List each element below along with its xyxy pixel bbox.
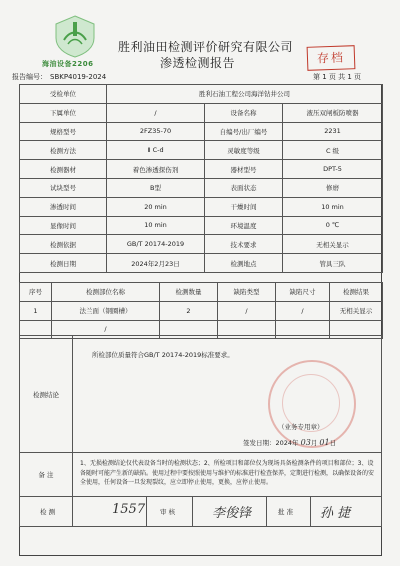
info-value: B型: [107, 178, 205, 197]
info-value: 胜利石油工程公司海洋钻井公司: [107, 85, 383, 104]
issue-year: 2024: [275, 439, 293, 447]
info-label: 表面状态: [205, 178, 283, 197]
results-table: [19, 282, 383, 339]
info-value: DPT-5: [283, 160, 383, 179]
info-row: [20, 178, 383, 197]
divider: [146, 497, 147, 526]
info-label: 检测地点: [205, 254, 283, 273]
info-value: GB/T 20174-2019: [107, 235, 205, 254]
table-row: [20, 301, 383, 320]
results-header-row: [20, 283, 383, 302]
info-value: 20 min: [107, 197, 205, 216]
info-label: 试块型号: [20, 178, 107, 197]
column-header: 检测结果: [330, 283, 383, 302]
info-value: 无相关显示: [283, 235, 383, 254]
report-number-value: SBKP4019-2024: [50, 73, 107, 81]
reviewer-label: 审 核: [160, 508, 176, 516]
approver-signature: 孙 捷: [320, 506, 351, 521]
info-label: 下属单位: [20, 103, 107, 122]
info-value: 10 min: [283, 197, 383, 216]
info-label: 规格型号: [20, 122, 107, 141]
issue-month: 03: [300, 438, 311, 447]
approver-label: 批 准: [278, 508, 294, 516]
company-logo: [52, 14, 98, 58]
info-label: 渗透时间: [20, 197, 107, 216]
info-value: 液压双闸板防喷器: [283, 103, 383, 122]
column-header: 缺陷尺寸: [276, 283, 330, 302]
page-info: 第 1 页 共 1 页: [313, 73, 362, 81]
issue-date: [243, 438, 336, 447]
reviewer-signature: 李俊锋: [212, 506, 252, 521]
info-label: 检测日期: [20, 254, 107, 273]
info-row: [20, 216, 383, 235]
info-label: 设备名称: [205, 103, 283, 122]
logo-caption: 海油设备2206: [42, 60, 94, 68]
info-value: /: [107, 103, 205, 122]
conclusion-label: 检测结论: [20, 336, 73, 452]
info-value: 2024年2月23日: [107, 254, 205, 273]
info-label: 干燥时间: [205, 197, 283, 216]
info-row: [20, 103, 383, 122]
column-header: 缺陷类型: [218, 283, 276, 302]
day-char: 日: [329, 439, 337, 447]
info-row: [20, 160, 383, 179]
info-label: 灵敏度等级: [205, 141, 283, 160]
info-row: [20, 197, 383, 216]
remarks-text: 1、无损检测结论仅代表设备当时的检测状态；2、所检项目和部位仅为现场具备检测条件的项目和部位；3、设备随时可能产生新的缺陷。使用过程中要按照使用与维护的标准进行检查保养，定期进行检测，以确保设备的安全使用，任何设备一旦发现裂纹，应立即停止使用，更换，应停止使用。: [80, 460, 375, 486]
info-value: 修磨: [283, 178, 383, 197]
remarks-label: 备 注: [20, 453, 73, 496]
info-value: 2231: [283, 122, 383, 141]
info-label: 技术要求: [205, 235, 283, 254]
inspector-signature: 1557: [112, 502, 146, 517]
info-label: 显像时间: [20, 216, 107, 235]
seal-label: （业务专用章）: [278, 423, 324, 431]
issue-date-label: 签发日期：: [243, 439, 276, 447]
info-label: 自编号/出厂编号: [205, 122, 283, 141]
company-title: 胜利油田检测评价研究有限公司: [118, 40, 294, 54]
divider: [310, 497, 311, 526]
info-value: 管具三队: [283, 254, 383, 273]
info-label: 检测方法: [20, 141, 107, 160]
info-label: 检测器材: [20, 160, 107, 179]
info-row: [20, 235, 383, 254]
info-row: [20, 85, 383, 104]
table-cell: /: [218, 301, 276, 320]
info-value: C 级: [283, 141, 383, 160]
issue-day: 01: [319, 438, 330, 447]
info-label: 器材型号: [205, 160, 283, 179]
remarks-section: [19, 453, 382, 497]
column-header: 序号: [20, 283, 52, 302]
info-value: 着色渗透探伤剂: [107, 160, 205, 179]
conclusion-text: 所检部位质量符合GB/T 20174-2019标准要求。: [92, 351, 234, 359]
report-number: [12, 72, 106, 82]
info-value: Ⅱ C-d: [107, 141, 205, 160]
table-cell: 法兰面（钢圈槽）: [52, 301, 160, 320]
table-cell: 无相关显示: [330, 301, 383, 320]
table-cell: /: [52, 320, 160, 339]
report-number-label: 报告编号：: [12, 73, 47, 81]
info-value: 10 min: [107, 216, 205, 235]
info-value: 0 ℃: [283, 216, 383, 235]
month-char: 月: [310, 439, 318, 447]
info-row: [20, 254, 383, 273]
table-cell: 2: [160, 301, 218, 320]
info-label: 环境温度: [205, 216, 283, 235]
info-row: [20, 122, 383, 141]
divider: [192, 497, 193, 526]
year-char: 年: [292, 439, 299, 447]
divider: [72, 497, 73, 526]
business-seal: [268, 360, 356, 448]
column-header: 检测部位名称: [52, 283, 160, 302]
info-label: 检测依据: [20, 235, 107, 254]
info-table: [19, 84, 383, 273]
inspector-label: 检 测: [40, 508, 56, 516]
info-label: 受检单位: [20, 85, 107, 104]
archive-stamp: 存档: [307, 45, 356, 71]
column-header: 检测数量: [160, 283, 218, 302]
table-cell: /: [276, 301, 330, 320]
table-cell: 1: [20, 301, 52, 320]
info-row: [20, 141, 383, 160]
report-title: 渗透检测报告: [160, 56, 236, 70]
signature-row: [19, 497, 382, 527]
divider: [266, 497, 267, 526]
info-value: 2FZ35-70: [107, 122, 205, 141]
